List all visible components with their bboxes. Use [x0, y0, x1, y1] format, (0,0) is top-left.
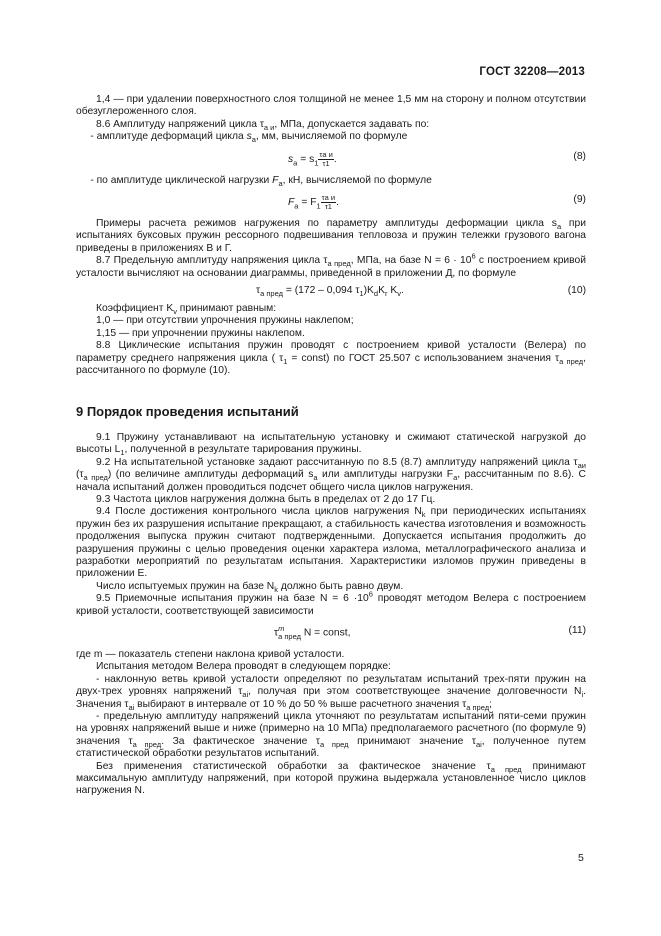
document-body	[76, 94, 586, 798]
formula-10-number: (10)	[567, 285, 586, 297]
coef-option-2: 1,15 — при упрочнении пружины наклепом.	[96, 327, 305, 339]
para-9-2: 9.2 На испытательной установке задают рассчитанную по 8.5 (8.7) амплитуду напряжений цикла $\tau_{аи}$ $(\tau_{а пред})$ (по величине амплитуды деформаций $s_a$ или амплитуды нагрузки $F_a$, рассчитанным по 8.6). С начала испытаний должен проводиться подсчет общего числа циклов нагружения.	[76, 456, 586, 493]
para-8-8: 8.8 Циклические испытания пружин проводят с построением кривой усталости (Велера) по параметру среднего напряжения цикла ( $\tau_1$ = const) по ГОСТ 25.507 с использованием значения $\tau_{а пред}$, рассчитанного по формуле (10).	[76, 340, 587, 377]
para-examples: Примеры расчета режимов нагружения по параметру амплитуды деформации цикла $s_a$ при испытаниях буксовых пружин рессорного подвешивания тепловоза и пружин тележки грузового вагона приведены в приложениях В и Г.	[76, 218, 586, 254]
document-code-header: ГОСТ 32208—2013	[479, 66, 585, 78]
formula-8-number: (8)	[573, 150, 586, 162]
formula-9-number: (9)	[573, 194, 586, 206]
formula-9: $F_a = F_1$ τa и τ1 . (9)	[288, 193, 586, 212]
formula-11: τ m а пред N = const, (11)	[274, 624, 586, 641]
section-9-heading: 9 Порядок проведения испытаний	[76, 403, 299, 419]
para-incline: - наклонную ветвь кривой усталости определяют по результатам испытаний трех-пяти пружин на двух-трех уровнях напряжений $\tau_{аi}$, получая при этом соответствующее значение долговечности $N_i$. Значения $\tau_{аi}$ выбирают в интервале от 10 % до 50 % выше расчетного значения $\tau_{а пред}$;	[76, 673, 586, 712]
formula-8: $s_a = s_1$ τa и τ1 . (8)	[288, 149, 586, 168]
para-9-1: 9.1 Пружину устанавливают на испытательную установку и сжимают статической нагрузкой до высоты $L_1$, полученной в результате тарирования пружины.	[76, 431, 586, 458]
para-final: Без применения статистической обработки за фактическое значение $\tau_{а пред}$ принимают максимальную амплитуду напряжений, при которой пружина выдержала установленное число циклов нагружения N.	[76, 760, 587, 797]
para-force: - по амплитуде циклической нагрузки $F_a$, кН, вычисляемой по формуле	[90, 174, 432, 188]
para-where: где m — показатель степени наклона кривой усталости.	[76, 649, 345, 660]
formula-11-number: (11)	[568, 625, 586, 636]
para-9-3: 9.3 Частота циклов нагружения должна быть в пределах от 2 до 17 Гц.	[96, 493, 436, 505]
para-9-4: 9.4 После достижения контрольного числа циклов нагружения $N_k$ при периодических испытаниях пружин без их разрушения испытание прекращают, а стабильность качества изготовления и возможность продолжения выпуска пружин считают подтвержденными. Допускается испытания продолжить до разрушения пружины с целью проведения оценки характера излома, металлографического анализа и разработки мероприятий по результатам испытания. Характеристики изломов пружин приведены в приложении Е.	[76, 506, 586, 580]
para-8-7: 8.7 Предельную амплитуду напряжения цикла $\tau_{а пред}$, МПа, на базе $N = 6 \cdot 10^6$ с построением кривой усталости вычисляют на основании диаграммы, приведенной в приложении Д, по формуле	[76, 251, 587, 279]
para-1-4: 1,4 — при удалении поверхностного слоя толщиной не менее 1,5 мм на сторону и полном отсутствии обезуглероженного слоя.	[76, 94, 586, 118]
coef-option-1: 1,0 — при отсутствии упрочнения пружины наклепом;	[96, 315, 354, 327]
para-8-6: 8.6 Амплитуду напряжений цикла $\tau_{а и}$, МПа, допускается задавать по:	[96, 118, 430, 132]
para-weller-intro: Испытания методом Велера проводят в следующем порядке:	[96, 661, 391, 673]
para-9-5: 9.5 Приемочные испытания пружин на базе $N = 6 \cdot 10^6$ проводят методом Велера с построением кривой усталости, соответствующей зависимости	[76, 589, 587, 617]
para-8-6-deformation: - амплитуде деформаций цикла $s_a$, мм, вычисляемой по формуле	[90, 131, 408, 145]
para-coefficient: Коэффициент $K_v$ принимают равным:	[96, 303, 277, 317]
formula-10: $\tau_{а пред} = (172 - 0,094$ $\tau_1)K_dK_r$ $K_v$. (10)	[256, 285, 586, 299]
para-spring-count: Число испытуемых пружин на базе $N_k$ должно быть равно двум.	[96, 580, 404, 594]
page-number: 5	[578, 852, 584, 864]
para-limit: - предельную амплитуду напряжений цикла уточняют по результатам испытаний пяти-семи пружин на уровнях напряжений выше и ниже (примерно на 10 МПа) предполагаемого расчетного (по формуле 9) значения $\tau_{а пред}$. За фактическое значение $\tau_{а пред}$ принимают значение $\tau_{аi}$, полученное путем статистической обработки результатов испытаний.	[76, 711, 587, 760]
